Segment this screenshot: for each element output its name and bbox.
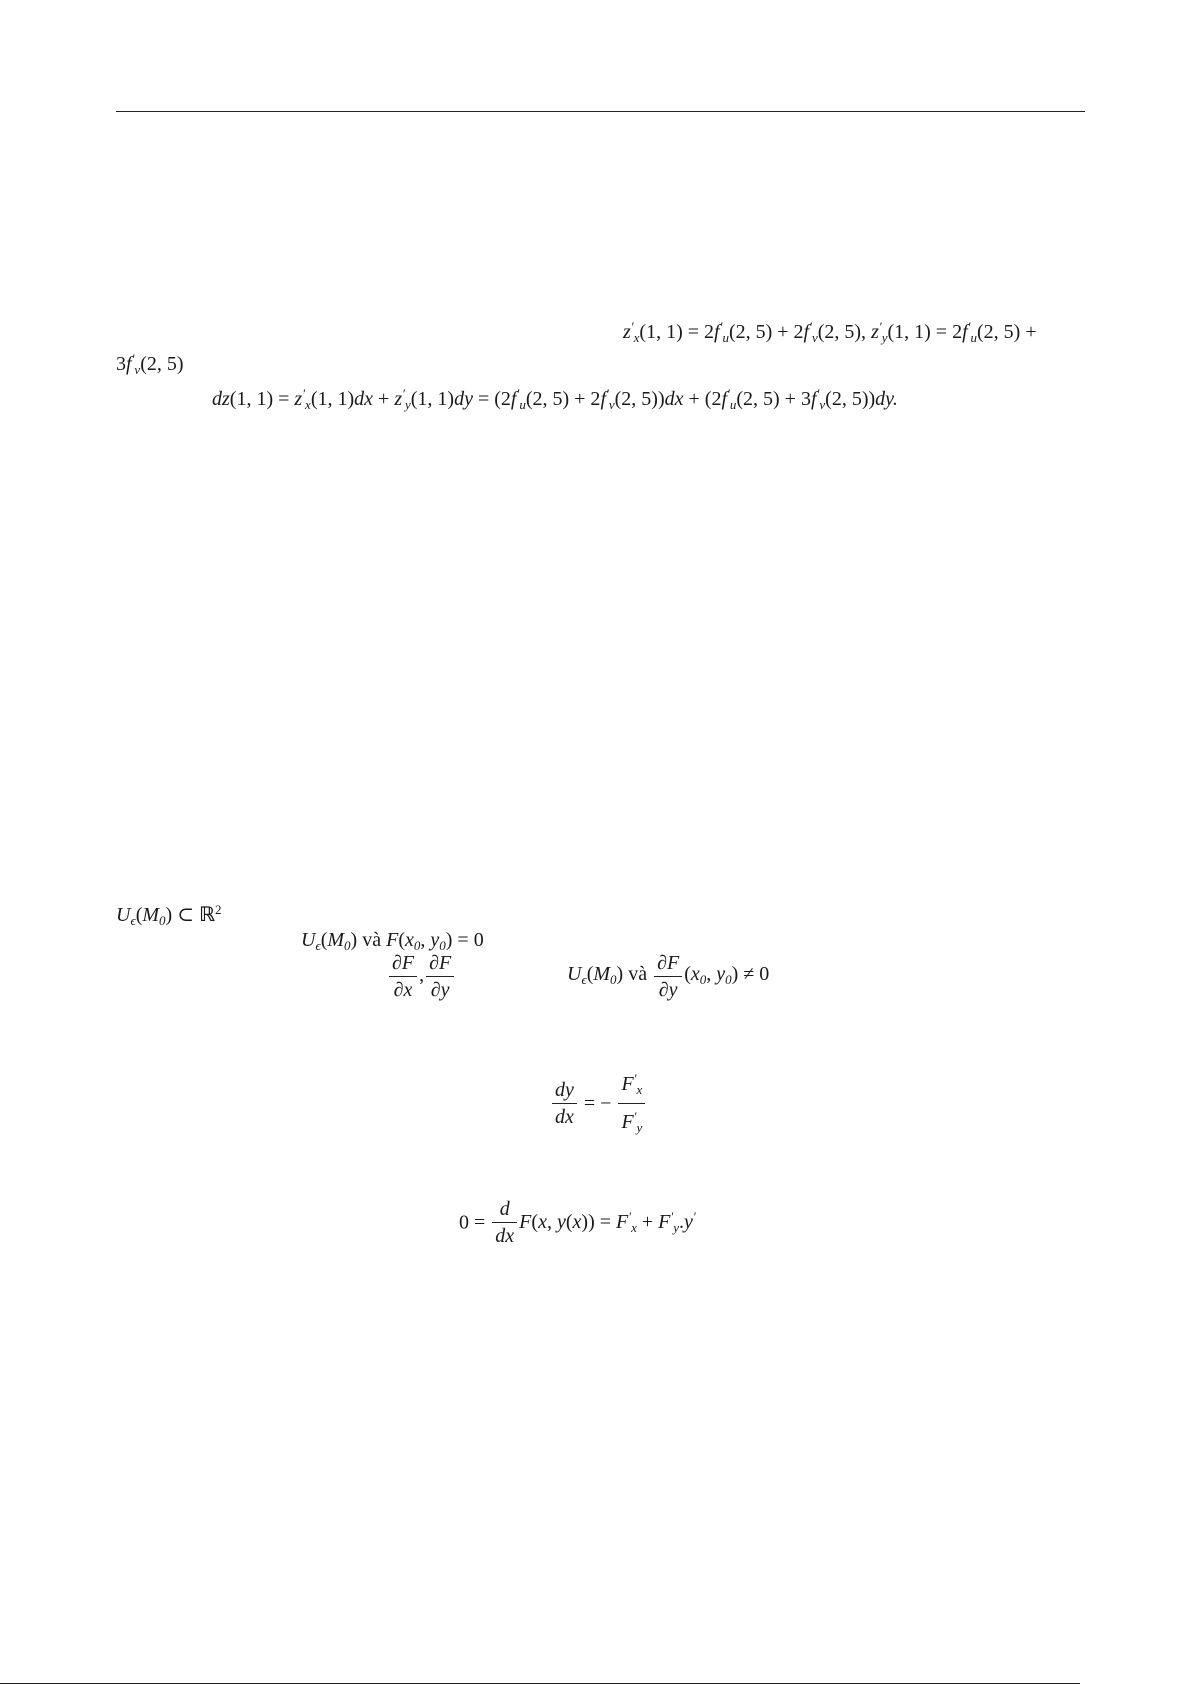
- partial-fraction-y: $\frac{\partial F}{\partial y}$: [426, 952, 454, 1001]
- partial-fraction-x: $\frac{\partial F}{\partial x}$: [389, 952, 417, 1001]
- equals-sign: =: [583, 1092, 596, 1115]
- dy-dx-fraction: $\frac{dy}{dx}$: [552, 1079, 577, 1128]
- implicit-derivative-formula: $\frac{dy}{dx}$ = − $\frac{F'_x}{F'_y}$: [550, 1068, 647, 1139]
- total-differential-formula: dz(1, $1) = z'_x(1$, $1)dx + z'_y(1$, $1)dy = (2f'_u(2$, $5) + 2f'_v(2$, $5))dx + (2f'_u(2$, $5) + 3f'_v(2$, 5))dy.: [212, 386, 898, 412]
- footer-rule: [0, 1683, 1080, 1684]
- header-rule: [116, 111, 1085, 112]
- condition-nonzero: $U_\epsilon(M_0)$ và $\frac{\partial F}{\partial y}$ ($x_0$, $y_0) \ne 0$: [567, 952, 770, 1001]
- proof-formula: 0 = $\frac{d}{dx}$ F(x, $y(x)) = F'_x + F'_y.y'$: [459, 1198, 696, 1247]
- fx-fy-fraction: $\frac{F'_x}{F'_y}$: [618, 1068, 645, 1139]
- condition-partials: $\frac{\partial F}{\partial x}$ , $\frac{\partial F}{\partial y}$: [387, 952, 456, 1001]
- proof-lhs: 0 =: [459, 1211, 486, 1234]
- partial-derivatives-continuation: $3f'_v(2$, 5): [116, 351, 184, 377]
- partial-fraction-fy: $\frac{\partial F}{\partial y}$: [654, 952, 682, 1001]
- d-dx-fraction: $\frac{d}{dx}$: [492, 1198, 517, 1247]
- condition-continuity: $U_\epsilon(M_0)$ và $F(x_0$, $y_0) = 0$: [301, 929, 484, 953]
- partial-derivatives-line: $z'_x(1$, $1) = 2f'_u(2$, $5) + 2f'_v(2$, 5), $z'_y(1$, $1) = 2f'_u(2$, 5) +: [623, 319, 1037, 345]
- neighborhood-formula: $U_\epsilon(M_0)$ ⊂ ℝ$^2$: [116, 902, 222, 928]
